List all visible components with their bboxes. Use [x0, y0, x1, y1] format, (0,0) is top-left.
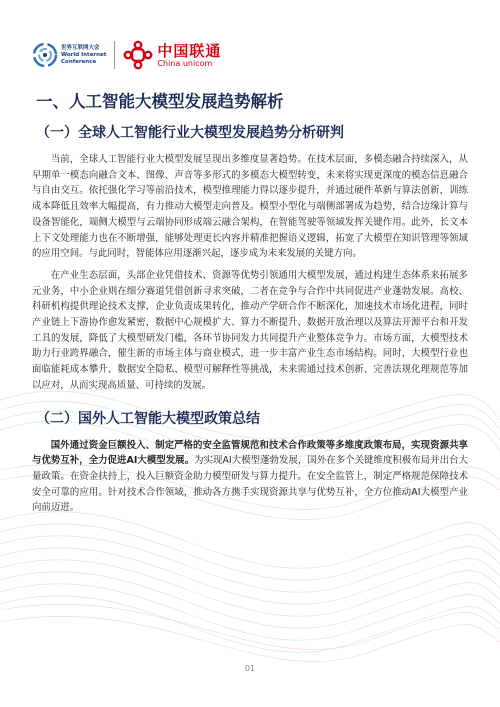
section-heading-1: 一、人工智能大模型发展趋势解析	[36, 92, 284, 111]
wic-name-en-2: Conference	[61, 58, 97, 65]
document-body	[32, 92, 468, 516]
policy-summary-bold: 国外通过资金巨额投入、制定严格的安全监管规范和技术合作政策等多维度政策布局，实现资源共享与优势互补，全力促进AI大模型发展。	[32, 439, 468, 467]
policy-detail-text: 为实现AI大模型蓬勃发展，国外在多个关键维度积极布局并出台大量政策。在资金扶持上，投入巨额资金助力模型研发与算力提升。在安全监管上，制定严格规范保障技术安全可靠的应用。针对技术合作领域，推动各方携手实现资源共享与优势互补，全方位推动AI大模型产业向前迈进。	[32, 455, 468, 514]
subsection-heading-2: （二）国外人工智能大模型政策总结	[36, 410, 260, 427]
china-unicom-name-en: China unicom	[157, 58, 213, 68]
paragraph-tech-trends: 当前，全球人工智能行业大模型发展呈现出多维度显著趋势。在技术层面，多模态融合持续深入，从早期单一模态向融合文本、图像、声音等多形式的多模态大模型转变，未来将实现更深度的模态信息融合与自由交互。依托强化学习等前沿技术，模型推理能力得以逐步提升，并通过硬件革新与算法创新，训练成本降低且效率大幅提高，有力推动大模型走向普及。模型小型化与端侧部署成为趋势，结合边缘计算与设备智能化，端侧大模型与云端协同形成端云融合架构，在智能驾驶等领域发挥关键作用。此外，长文本上下文处理能力也在不断增强，能够处理更长内容并精准把握语义逻辑，拓宽了大模型在知识管理等领域的应用空间。与此同时，智能体应用逐渐兴起，逐步成为未来发展的关键方向。	[32, 154, 468, 260]
china-unicom-knot-icon	[123, 40, 153, 70]
page-number: 01	[244, 664, 256, 673]
china-unicom-logo	[123, 40, 221, 70]
wic-name-cn: 世界互联网大会	[61, 44, 100, 51]
china-unicom-name-cn: 中国联通	[157, 41, 222, 60]
subsection-heading-1: （一）全球人工智能行业大模型发展趋势分析研判	[36, 125, 344, 141]
wic-emblem-icon	[32, 42, 58, 68]
wic-name-en-1: World Internet	[61, 51, 107, 58]
paragraph-industry-ecosystem: 在产业生态层面，头部企业凭借技术、资源等优势引领通用大模型发展，通过构建生态体系来拓展多元业务，中小企业则在细分赛道凭借创新寻求突破，二者在竞争与合作中共同促进产业蓬勃发展。高校、科研机构提供理论技术支撑，企业负责成果转化，推动产学研合作不断深化，加速技术市场化进程，同时产业链上下游协作愈发紧密，数据中心规模扩大、算力不断提升、数据开放治理以及算法开源平台和开发工具的发展，降低了大模型研发门槛，各环节协同发力共同提升产业整体竞争力。市场方面，大模型技术助力行业跨界融合，催生新的市场主体与商业模式，进一步丰富产业生态市场结构。同时，大模型行业也面临能耗成本攀升、数据安全隐私、模型可解释性等挑战，未来需通过技术创新、完善法规化理规范等加以应对，从而实现高质量、可持续的发展。	[32, 269, 468, 391]
header-divider	[114, 41, 115, 69]
paragraph-foreign-policy	[32, 438, 468, 517]
page-header	[32, 38, 221, 72]
wic-logo	[32, 42, 106, 68]
